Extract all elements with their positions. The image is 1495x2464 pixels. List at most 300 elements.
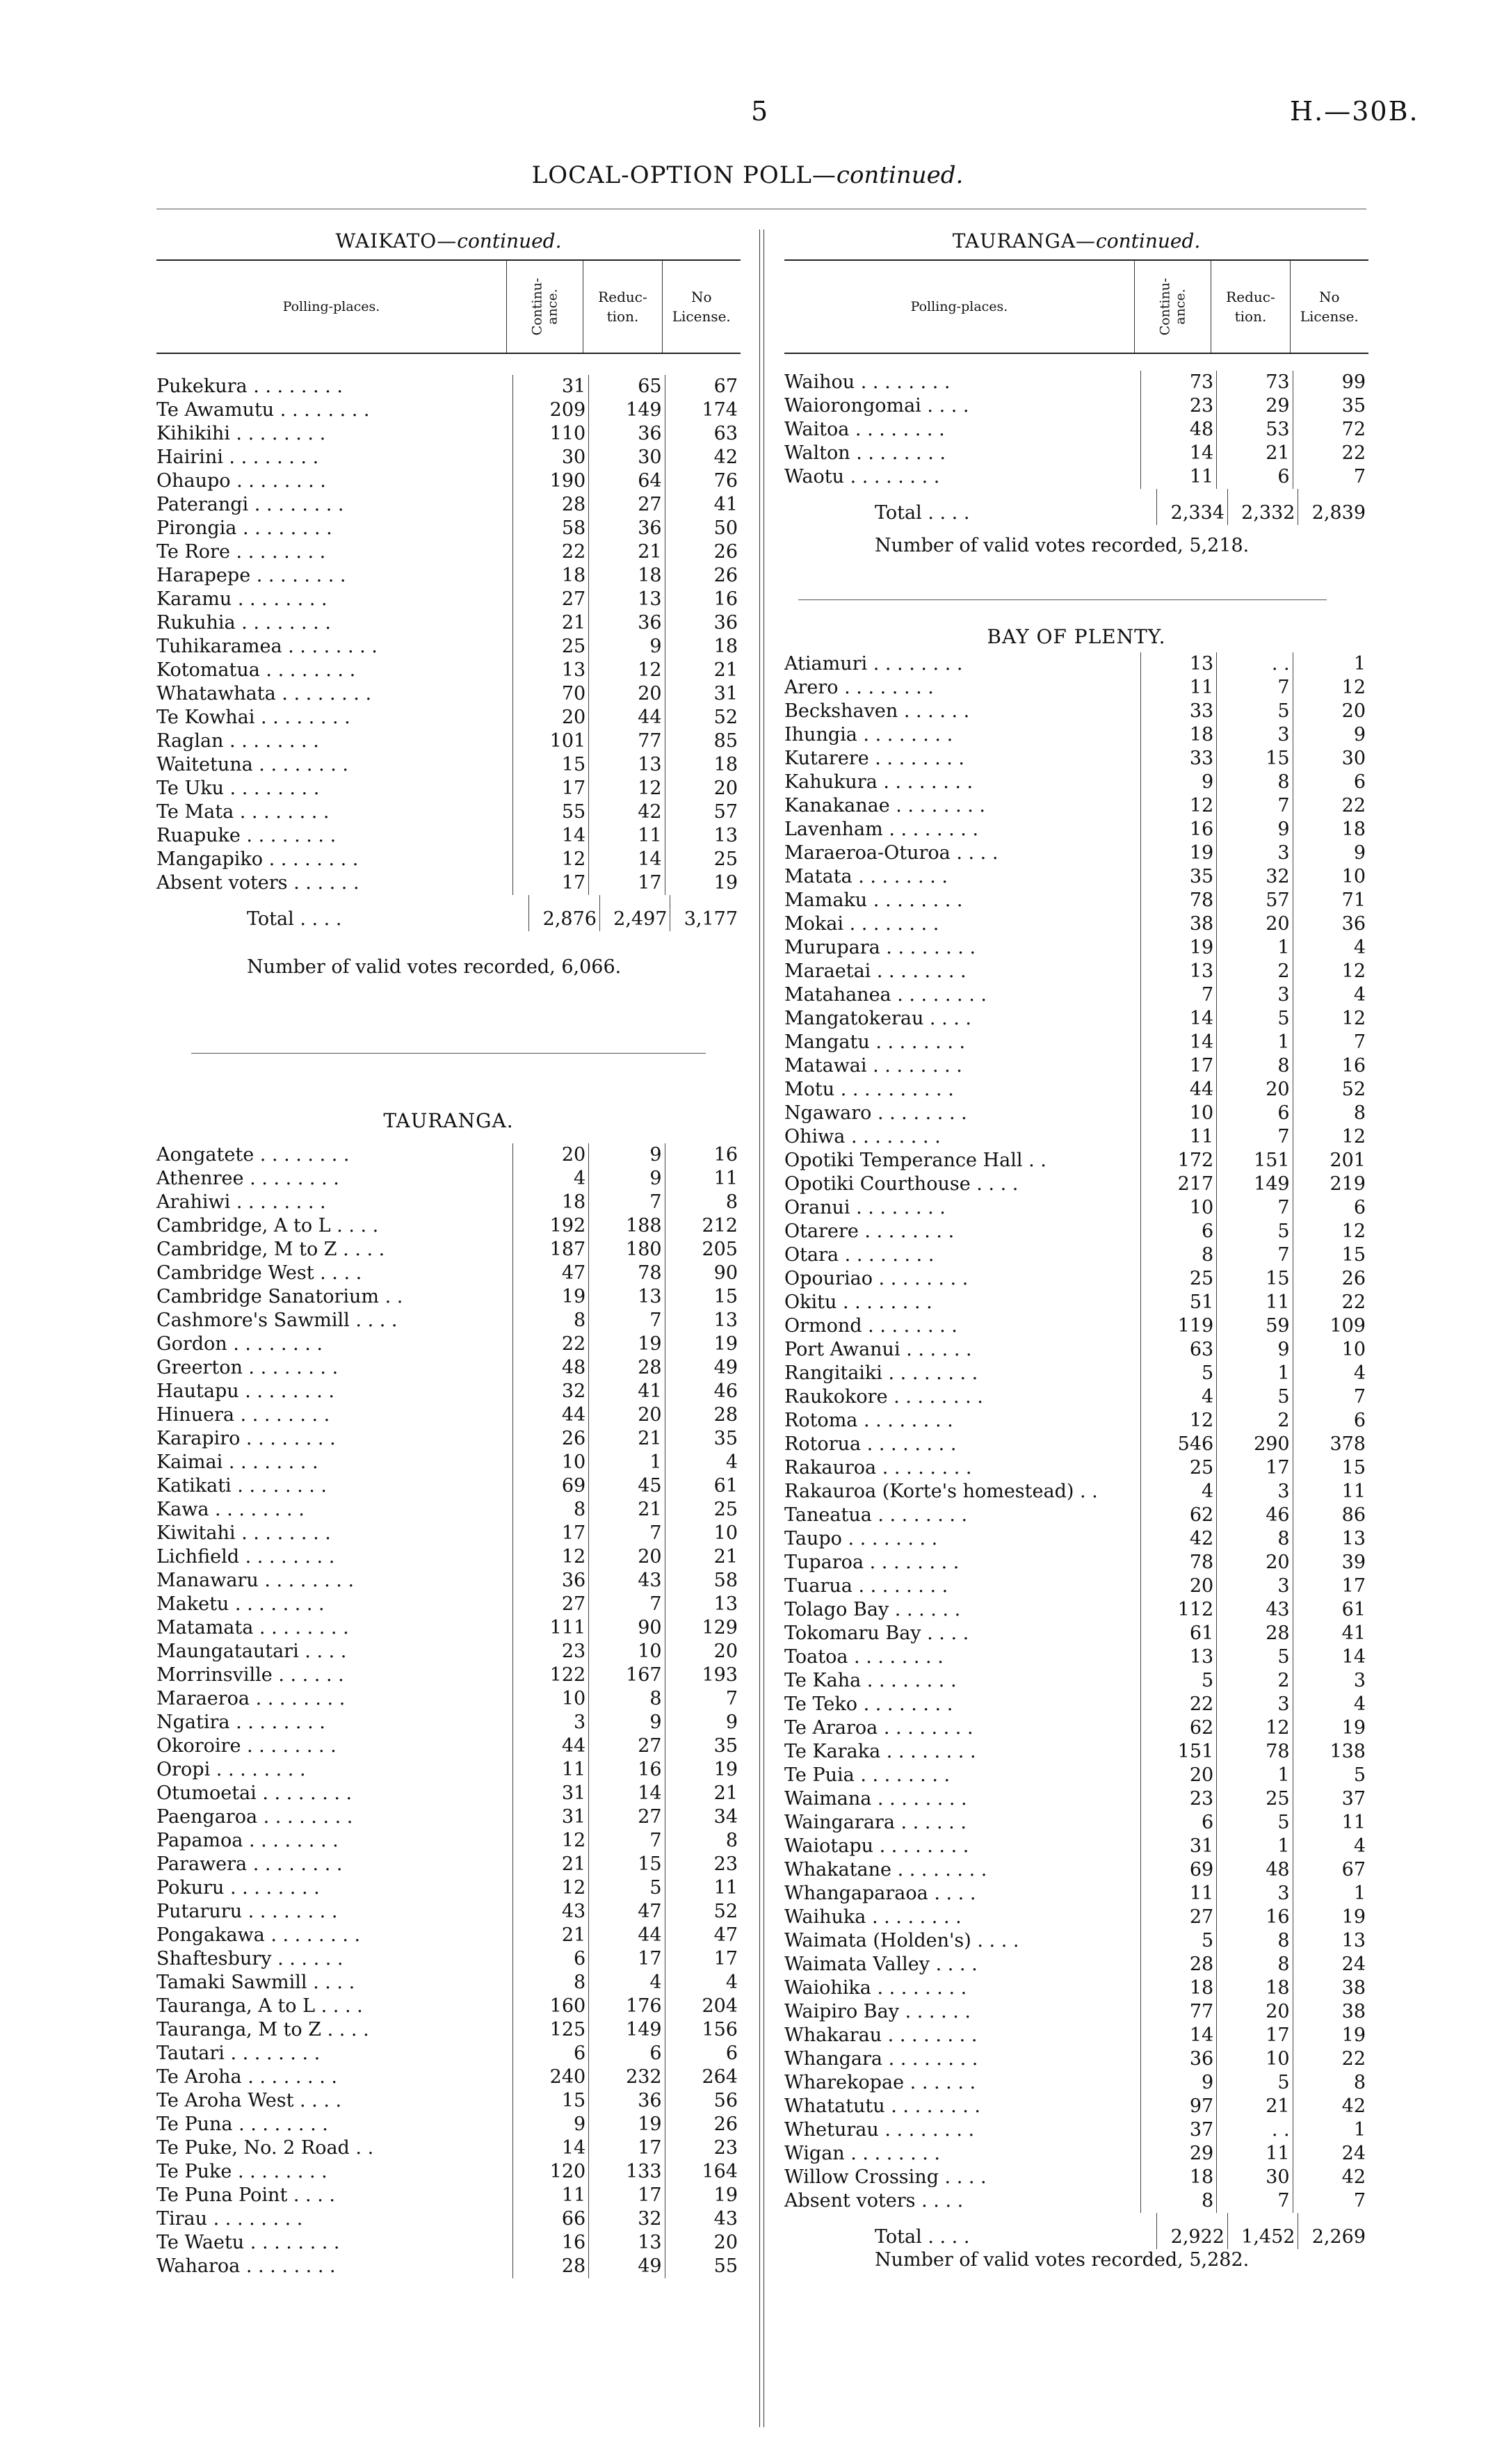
waikato-table: [156, 375, 741, 895]
total-reduction: 2,497: [599, 895, 670, 931]
polling-place-name: Waihuka . . . . . . . .: [784, 1906, 962, 1928]
table-row: [784, 1622, 1368, 1645]
reduction-value: 8: [1217, 1929, 1293, 1953]
table-row: [784, 2189, 1368, 2213]
polling-place-name: Wharekopae . . . . . .: [784, 2072, 976, 2093]
no-license-value: 15: [1293, 1456, 1368, 1480]
reduction-value: 43: [1217, 1598, 1293, 1622]
table-row: [156, 2136, 741, 2160]
table-row: [784, 2071, 1368, 2095]
reduction-value: 20: [589, 1403, 665, 1427]
reduction-value: 73: [1217, 371, 1293, 394]
table-row: [156, 1782, 741, 1805]
reduction-value: 11: [1217, 2142, 1293, 2166]
polling-place-name: Kihikihi . . . . . . . .: [156, 423, 326, 444]
no-license-value: 21: [665, 1545, 741, 1569]
no-license-value: 7: [665, 1687, 741, 1711]
polling-place-name: Mangatokerau . . . .: [784, 1008, 972, 1029]
continuance-value: 66: [512, 2207, 588, 2231]
section-rule: [798, 599, 1327, 600]
table-row: [156, 682, 741, 706]
no-license-value: 212: [665, 1214, 741, 1238]
valid-votes-note: Number of valid votes recorded, 5,282.: [875, 2249, 1250, 2271]
no-license-value: 12: [1293, 1220, 1368, 1243]
polling-place-name: Rangitaiki . . . . . . . .: [784, 1362, 978, 1384]
no-license-value: 42: [665, 446, 741, 469]
continuance-value: 19: [1140, 936, 1216, 960]
reduction-value: 5: [1217, 1007, 1293, 1031]
polling-place-name: Rakauroa (Korte's homestead) . .: [784, 1481, 1098, 1502]
continuance-value: 32: [512, 1380, 588, 1403]
continuance-value: 23: [512, 1640, 588, 1664]
polling-place-name: Harapepe . . . . . . . .: [156, 565, 346, 586]
continuance-value: 12: [1140, 794, 1216, 818]
continuance-value: 9: [512, 2113, 588, 2136]
reduction-value: 20: [589, 1545, 665, 1569]
polling-place-name: Waimana . . . . . . . .: [784, 1788, 967, 1810]
reduction-value: 36: [589, 2089, 665, 2113]
no-license-value: 86: [1293, 1504, 1368, 1527]
polling-place-name: Ihungia . . . . . . . .: [784, 724, 953, 746]
polling-place-name: Wheturau . . . . . . . .: [784, 2119, 975, 2141]
reduction-value: 3: [1217, 983, 1293, 1007]
reduction-value: 16: [589, 1758, 665, 1782]
total-reduction: 2,332: [1227, 489, 1298, 525]
continuance-value: 160: [512, 1995, 588, 2018]
polling-place-name: Te Aroha West . . . .: [156, 2090, 342, 2111]
no-license-value: 56: [665, 2089, 741, 2113]
table-row: [784, 2142, 1368, 2166]
no-license-value: 61: [1293, 1598, 1368, 1622]
reduction-value: 64: [589, 469, 665, 493]
polling-place-name: Raglan . . . . . . . .: [156, 730, 319, 752]
table-row: [156, 1687, 741, 1711]
page-title: [0, 161, 1495, 189]
polling-place-name: Putaruru . . . . . . . .: [156, 1901, 338, 1922]
reduction-value: 6: [1217, 1102, 1293, 1125]
heading-polling-places: Polling-places.: [784, 260, 1134, 353]
total-continuance: 2,876: [529, 895, 600, 931]
section-title-continued: continued.: [457, 230, 562, 252]
no-license-value: 6: [665, 2042, 741, 2066]
continuance-value: 47: [512, 1262, 588, 1285]
table-row: [156, 1498, 741, 1522]
polling-place-name: Tuparoa . . . . . . . .: [784, 1552, 960, 1573]
polling-place-name: Te Kowhai . . . . . . . .: [156, 707, 350, 728]
reduction-value: 13: [589, 2231, 665, 2255]
no-license-value: 23: [665, 2136, 741, 2160]
no-license-value: 30: [1293, 747, 1368, 771]
continuance-value: 6: [1140, 1811, 1216, 1835]
reduction-value: 7: [589, 1191, 665, 1214]
reduction-value: 9: [589, 1711, 665, 1734]
continuance-value: 101: [512, 730, 588, 753]
polling-place-name: Wigan . . . . . . . .: [784, 2143, 941, 2164]
polling-place-name: Cambridge West . . . .: [156, 1262, 362, 1284]
page-number: 5: [751, 96, 768, 127]
continuance-value: 69: [512, 1474, 588, 1498]
no-license-value: 19: [665, 871, 741, 895]
polling-place-name: Te Uku . . . . . . . .: [156, 778, 320, 799]
polling-place-name: Kawa . . . . . . . .: [156, 1499, 305, 1520]
continuance-value: 4: [1140, 1480, 1216, 1504]
no-license-value: 3: [1293, 1669, 1368, 1693]
reduction-value: 17: [589, 1947, 665, 1971]
no-license-value: 71: [1293, 889, 1368, 912]
table-row: [156, 1734, 741, 1758]
reduction-value: 7: [1217, 1243, 1293, 1267]
heading-no-license-line1: No: [690, 289, 712, 305]
polling-place-name: Mokai . . . . . . . .: [784, 913, 939, 935]
continuance-value: 8: [512, 1498, 588, 1522]
continuance-value: 172: [1140, 1149, 1216, 1173]
table-row: [156, 1900, 741, 1924]
table-row: [156, 1616, 741, 1640]
table-row: [784, 1196, 1368, 1220]
table-row: [156, 469, 741, 493]
reduction-value: 9: [589, 635, 665, 659]
reduction-value: 290: [1217, 1433, 1293, 1456]
polling-place-name: Athenree . . . . . . . .: [156, 1168, 339, 1189]
no-license-value: 13: [1293, 1929, 1368, 1953]
polling-place-name: Pokuru . . . . . . . .: [156, 1877, 320, 1899]
reduction-value: 1: [1217, 936, 1293, 960]
table-row: [156, 1380, 741, 1403]
table-row: [784, 1125, 1368, 1149]
reduction-value: 2: [1217, 1409, 1293, 1433]
table-row: [156, 1971, 741, 1995]
no-license-value: 19: [665, 1758, 741, 1782]
polling-place-name: Paterangi . . . . . . . .: [156, 494, 344, 515]
table-row: [784, 1693, 1368, 1716]
no-license-value: 15: [1293, 1243, 1368, 1267]
no-license-value: 1: [1293, 1882, 1368, 1906]
waikato-total-table: [156, 895, 741, 931]
reduction-value: 7: [589, 1309, 665, 1332]
reduction-value: 65: [589, 375, 665, 398]
table-row: [156, 730, 741, 753]
polling-place-name: Aongatete . . . . . . . .: [156, 1144, 350, 1166]
reduction-value: 47: [589, 1900, 665, 1924]
continuance-value: 6: [512, 1947, 588, 1971]
table-row: [156, 1474, 741, 1498]
no-license-value: 205: [665, 1238, 741, 1262]
no-license-value: 20: [665, 1640, 741, 1664]
table-row: [784, 842, 1368, 865]
continuance-value: 35: [1140, 865, 1216, 889]
continuance-value: 11: [1140, 1882, 1216, 1906]
table-row: [784, 1787, 1368, 1811]
continuance-value: 240: [512, 2066, 588, 2089]
reduction-value: 8: [1217, 771, 1293, 794]
reduction-value: 53: [1217, 418, 1293, 442]
reduction-value: 49: [589, 2255, 665, 2278]
table-row: [784, 700, 1368, 723]
polling-place-name: Katikati . . . . . . . .: [156, 1475, 328, 1497]
reduction-value: 5: [1217, 1811, 1293, 1835]
table-row: [784, 2095, 1368, 2118]
no-license-value: 58: [665, 1569, 741, 1593]
table-row: [784, 771, 1368, 794]
no-license-value: 7: [1293, 1031, 1368, 1054]
polling-place-name: Tirau . . . . . . . .: [156, 2208, 303, 2230]
no-license-value: 22: [1293, 442, 1368, 465]
reduction-value: 12: [589, 659, 665, 682]
continuance-value: 27: [512, 1593, 588, 1616]
polling-place-name: Maraeroa-Oturoa . . . .: [784, 842, 999, 864]
reduction-value: 180: [589, 1238, 665, 1262]
polling-place-name: Pukekura . . . . . . . .: [156, 376, 343, 397]
polling-place-name: Shaftesbury . . . . . .: [156, 1948, 344, 1970]
polling-place-name: Otarere . . . . . . . .: [784, 1221, 955, 1242]
reduction-value: 6: [1217, 465, 1293, 489]
table-row: [784, 1882, 1368, 1906]
heading-continuance-line1: Continu-: [529, 277, 545, 336]
no-license-value: 36: [665, 611, 741, 635]
no-license-value: 14: [1293, 1645, 1368, 1669]
no-license-value: 17: [1293, 1575, 1368, 1598]
table-row: [156, 1593, 741, 1616]
heading-continuance: [506, 260, 583, 353]
reduction-value: 7: [1217, 794, 1293, 818]
table-row: [784, 983, 1368, 1007]
no-license-value: 37: [1293, 1787, 1368, 1811]
table-row: [784, 1527, 1368, 1551]
table-row: [784, 912, 1368, 936]
table-row: [156, 1805, 741, 1829]
continuance-value: 38: [1140, 912, 1216, 936]
table-row: [784, 1149, 1368, 1173]
continuance-value: 12: [512, 1876, 588, 1900]
no-license-value: 24: [1293, 2142, 1368, 2166]
polling-place-name: Pirongia . . . . . . . .: [156, 517, 332, 539]
continuance-value: 11: [1140, 465, 1216, 489]
no-license-value: 19: [665, 2184, 741, 2207]
table-row: [156, 1285, 741, 1309]
reduction-value: 7: [589, 1593, 665, 1616]
table-row: [784, 676, 1368, 700]
reduction-value: 10: [589, 1640, 665, 1664]
total-no-license: 2,269: [1298, 2213, 1368, 2249]
reduction-value: 1: [589, 1451, 665, 1474]
table-row: [784, 2000, 1368, 2024]
continuance-value: 28: [512, 2255, 588, 2278]
no-license-value: 18: [665, 635, 741, 659]
table-row: [784, 818, 1368, 842]
continuance-value: 110: [512, 422, 588, 446]
table-row: [156, 1451, 741, 1474]
no-license-value: 12: [1293, 960, 1368, 983]
table-row: [784, 1858, 1368, 1882]
no-license-value: 13: [1293, 1527, 1368, 1551]
column-headings: [784, 259, 1368, 354]
total-row: [784, 2213, 1368, 2249]
no-license-value: 22: [1293, 2047, 1368, 2071]
reduction-value: 9: [589, 1143, 665, 1167]
no-license-value: 42: [1293, 2166, 1368, 2189]
no-license-value: 4: [665, 1971, 741, 1995]
continuance-value: 14: [1140, 2024, 1216, 2047]
continuance-value: 37: [1140, 2118, 1216, 2142]
table-row: [784, 1409, 1368, 1433]
polling-place-name: Paengaroa . . . . . . . .: [156, 1806, 353, 1828]
total-reduction: 1,452: [1227, 2213, 1298, 2249]
continuance-value: 12: [512, 1545, 588, 1569]
reduction-value: 36: [589, 611, 665, 635]
reduction-value: 12: [589, 777, 665, 800]
total-label: Total . . . .: [875, 2226, 970, 2248]
table-row: [156, 1995, 741, 2018]
no-license-value: 21: [665, 1782, 741, 1805]
table-row: [156, 753, 741, 777]
table-row: [156, 2066, 741, 2089]
continuance-value: 21: [512, 611, 588, 635]
no-license-value: 201: [1293, 1149, 1368, 1173]
reduction-value: 32: [589, 2207, 665, 2231]
no-license-value: 26: [665, 564, 741, 588]
polling-place-name: Tolago Bay . . . . . .: [784, 1599, 961, 1620]
page-title-main: LOCAL-OPTION POLL—: [531, 161, 837, 189]
continuance-value: 58: [512, 517, 588, 540]
reduction-value: 36: [589, 422, 665, 446]
polling-place-name: Atiamuri . . . . . . . .: [784, 653, 963, 675]
polling-place-name: Oranui . . . . . . . .: [784, 1197, 946, 1218]
continuance-value: 78: [1140, 1551, 1216, 1575]
table-row: [784, 1929, 1368, 1953]
reduction-value: 45: [589, 1474, 665, 1498]
no-license-value: 20: [665, 777, 741, 800]
table-row: [156, 659, 741, 682]
table-row: [156, 1356, 741, 1380]
no-license-value: 19: [1293, 1716, 1368, 1740]
no-license-value: 35: [665, 1427, 741, 1451]
reduction-value: 11: [589, 824, 665, 848]
table-row: [156, 375, 741, 398]
reduction-value: 9: [1217, 1338, 1293, 1362]
polling-place-name: Waitetuna . . . . . . . .: [156, 754, 349, 775]
reduction-value: 9: [589, 1167, 665, 1191]
reduction-value: 1: [1217, 1835, 1293, 1858]
reduction-value: 21: [589, 1427, 665, 1451]
table-row: [156, 1332, 741, 1356]
polling-place-name: Whatatutu . . . . . . . .: [784, 2095, 980, 2117]
continuance-value: 4: [512, 1167, 588, 1191]
continuance-value: 9: [1140, 771, 1216, 794]
heading-reduction-line1: Reduc-: [598, 289, 647, 305]
continuance-value: 5: [1140, 1929, 1216, 1953]
table-row: [156, 1214, 741, 1238]
table-row: [784, 1314, 1368, 1338]
table-row: [156, 777, 741, 800]
heading-reduction-line2: tion.: [1234, 308, 1267, 325]
continuance-value: 209: [512, 398, 588, 422]
continuance-value: 14: [512, 2136, 588, 2160]
continuance-value: 22: [512, 540, 588, 564]
table-row: [784, 1480, 1368, 1504]
no-license-value: 38: [1293, 1976, 1368, 2000]
continuance-value: 18: [512, 1191, 588, 1214]
continuance-value: 20: [512, 706, 588, 730]
no-license-value: 85: [665, 730, 741, 753]
polling-place-name: Oropi . . . . . . . .: [156, 1759, 306, 1780]
reduction-value: 27: [589, 493, 665, 517]
table-row: [156, 493, 741, 517]
polling-place-name: Matata . . . . . . . .: [784, 866, 948, 887]
polling-place-name: Te Puna . . . . . . . .: [156, 2113, 328, 2135]
table-row: [156, 1758, 741, 1782]
no-license-value: 9: [1293, 842, 1368, 865]
reduction-value: 41: [589, 1380, 665, 1403]
continuance-value: 14: [1140, 1007, 1216, 1031]
reduction-value: 27: [589, 1734, 665, 1758]
table-row: [156, 2255, 741, 2278]
polling-place-name: Kaimai . . . . . . . .: [156, 1451, 318, 1473]
reduction-value: 21: [1217, 442, 1293, 465]
polling-place-name: Tuhikaramea . . . . . . . .: [156, 636, 378, 657]
no-license-value: 12: [1293, 676, 1368, 700]
table-row: [784, 1976, 1368, 2000]
polling-place-name: Hairini . . . . . . . .: [156, 446, 319, 468]
continuance-value: 8: [512, 1971, 588, 1995]
table-row: [156, 611, 741, 635]
continuance-value: 18: [1140, 1976, 1216, 2000]
no-license-value: 67: [665, 375, 741, 398]
polling-place-name: Mangatu . . . . . . . .: [784, 1031, 966, 1053]
table-row: [156, 1143, 741, 1167]
continuance-value: 16: [512, 2231, 588, 2255]
bay-of-plenty-total-table: [784, 2213, 1368, 2249]
no-license-value: 19: [1293, 2024, 1368, 2047]
table-row: [784, 1054, 1368, 1078]
table-row: [156, 2042, 741, 2066]
polling-place-name: Rakauroa . . . . . . . .: [784, 1457, 972, 1479]
continuance-value: 217: [1140, 1173, 1216, 1196]
polling-place-name: Taupo . . . . . . . .: [784, 1528, 938, 1549]
table-row: [784, 2024, 1368, 2047]
no-license-value: 6: [1293, 771, 1368, 794]
continuance-value: 15: [512, 2089, 588, 2113]
continuance-value: 44: [1140, 1078, 1216, 1102]
tauranga-total-table: [784, 489, 1368, 525]
continuance-value: 22: [1140, 1693, 1216, 1716]
continuance-value: 14: [512, 824, 588, 848]
continuance-value: 28: [1140, 1953, 1216, 1976]
reduction-value: 3: [1217, 1480, 1293, 1504]
no-license-value: 138: [1293, 1740, 1368, 1764]
reduction-value: 18: [1217, 1976, 1293, 2000]
total-label: Total . . . .: [247, 908, 342, 930]
table-row: [156, 706, 741, 730]
reduction-value: 176: [589, 1995, 665, 2018]
column-divider: [759, 230, 764, 2427]
polling-place-name: Rukuhia . . . . . . . .: [156, 612, 331, 634]
reduction-value: 36: [589, 517, 665, 540]
no-license-value: 8: [665, 1191, 741, 1214]
reduction-value: 20: [1217, 1078, 1293, 1102]
valid-votes-note: Number of valid votes recorded, 6,066.: [247, 956, 622, 978]
no-license-value: 13: [665, 824, 741, 848]
valid-votes-note: Number of valid votes recorded, 5,218.: [875, 535, 1250, 556]
reduction-value: 2: [1217, 960, 1293, 983]
reduction-value: 11: [1217, 1291, 1293, 1314]
polling-place-name: Kanakanae . . . . . . . .: [784, 795, 985, 816]
table-row: [156, 1640, 741, 1664]
no-license-value: 99: [1293, 371, 1368, 394]
no-license-value: 264: [665, 2066, 741, 2089]
polling-place-name: Tokomaru Bay . . . .: [784, 1622, 969, 1644]
reduction-value: 9: [1217, 818, 1293, 842]
no-license-value: 57: [665, 800, 741, 824]
